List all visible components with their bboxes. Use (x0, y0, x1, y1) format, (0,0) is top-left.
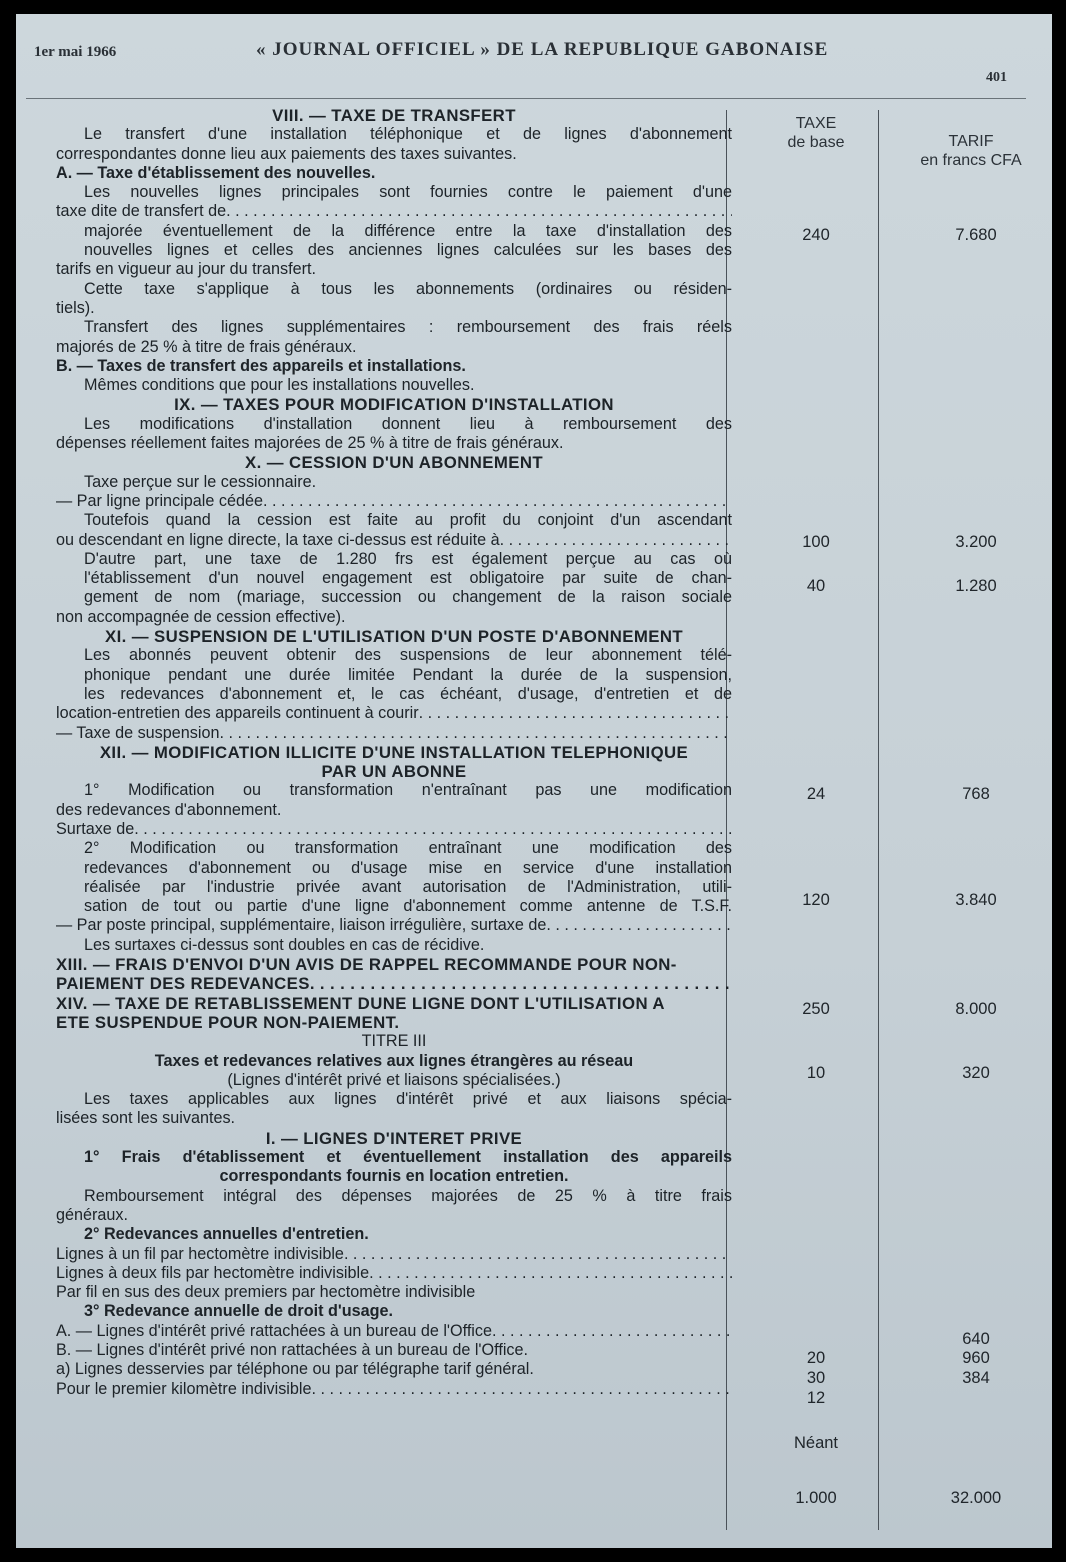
tarif-value: 3.840 (955, 891, 997, 909)
tarif-value: 3.200 (955, 533, 997, 551)
text-line: tarifs en vigueur au jour du transfert. (56, 260, 317, 279)
text-line: 2° Redevances annuelles d'entretien. (84, 1225, 369, 1244)
leader-dots (492, 1322, 732, 1341)
column-header-taxe-base-line1: TAXE (795, 115, 837, 132)
leader-dots (263, 492, 732, 511)
taxe-base-value: 30 (806, 1369, 826, 1387)
text-line: I. — LIGNES D'INTERET PRIVE (265, 1128, 523, 1148)
text-line: correspondantes donne lieu aux paiements des taxes suivantes. (56, 144, 517, 163)
text-line: Les taxes applicables aux lignes d'intérêt privé et aux liaisons spécia- (84, 1090, 732, 1109)
text-line: Les modifications d'installation donnent lieu à remboursement des (84, 414, 732, 433)
text-line-content: location-entretien des appareils continuent à courir (56, 704, 419, 723)
text-line: Les surtaxes ci-dessus sont doubles en cas de récidive. (84, 935, 485, 954)
text-line (56, 820, 732, 839)
text-line-content: taxe dite de transfert de (56, 202, 227, 221)
tarif-value: 7.680 (955, 226, 997, 244)
leader-dots (419, 704, 732, 723)
taxe-base-value: 24 (806, 785, 826, 803)
taxe-base-value: 1.000 (795, 1489, 837, 1507)
text-line: XI. — SUSPENSION DE L'UTILISATION D'UN POSTE D'ABONNEMENT (104, 627, 684, 647)
text-line: des redevances d'abonnement. (56, 800, 282, 819)
text-line: XII. — MODIFICATION ILLICITE D'UNE INSTALLATION TELEPHONIQUE (99, 742, 689, 762)
text-line: B. — Lignes d'intérêt privé non rattachées à un bureau de l'Office. (56, 1341, 529, 1359)
header-rule (26, 98, 1026, 99)
text-line (56, 1245, 732, 1264)
text-line: XIII. — FRAIS D'ENVOI D'UN AVIS DE RAPPEL RECOMMANDE POUR NON- (56, 955, 677, 975)
text-line (56, 724, 732, 743)
text-line: XIV. — TAXE DE RETABLISSEMENT DUNE LIGNE DONT L'UTILISATION A (56, 993, 665, 1013)
text-line: IX. — TAXES POUR MODIFICATION D'INSTALLATION (174, 395, 614, 415)
text-line: A. — Taxe d'établissement des nouvelles. (56, 163, 376, 182)
taxe-base-value: 250 (802, 1000, 830, 1018)
text-line: a) Lignes desservies par téléphone ou par télégraphe tarif général. (56, 1360, 534, 1379)
text-line: gement de nom (mariage, succession ou changement de la raison sociale (84, 588, 732, 607)
text-line-content: — Taxe de suspension (56, 723, 220, 742)
text-line-content: Surtaxe de (56, 819, 135, 838)
text-line: redevances d'abonnement ou d'usage mise en service d'une installation (84, 858, 732, 877)
text-line (56, 1380, 732, 1399)
text-line: (Lignes d'intérêt privé et liaisons spécialisées.) (227, 1070, 561, 1089)
text-line: Cette taxe s'applique à tous les abonnements (ordinaires ou résiden- (84, 279, 732, 298)
column-header-tarif-line2: en francs CFA (920, 152, 1022, 169)
text-line: réalisée par l'industrie privée avant autorisation de l'Administration, utili- (84, 877, 732, 896)
document-body (56, 106, 732, 1399)
taxe-base-value: 10 (806, 1064, 826, 1082)
text-line (56, 1264, 732, 1283)
leader-dots (500, 531, 732, 550)
taxe-base-value: Néant (793, 1434, 839, 1452)
taxe-base-value: 40 (806, 577, 826, 595)
text-line (56, 492, 732, 511)
text-line: correspondants fournis en location entretien. (219, 1167, 569, 1186)
text-line: majorés de 25 % à titre de frais généraux. (56, 337, 357, 356)
header-date: 1er mai 1966 (34, 44, 117, 60)
leader-dots (312, 1380, 733, 1399)
text-line: 1° Frais d'établissement et éventuellement installation des appareils (84, 1148, 732, 1167)
text-line (56, 531, 732, 550)
text-line: Remboursement intégral des dépenses majorées de 25 % à titre frais (84, 1186, 732, 1205)
tarif-value: 384 (962, 1369, 990, 1387)
tarif-value: 320 (962, 1064, 990, 1082)
document-page (16, 14, 1052, 1548)
text-line: Taxes et redevances relatives aux lignes étrangères au réseau (154, 1051, 634, 1070)
text-line (56, 1322, 732, 1341)
text-line: ETE SUSPENDUE POUR NON-PAIEMENT. (56, 1012, 400, 1032)
leader-dots (546, 916, 732, 935)
column-header-taxe-base (746, 114, 886, 152)
leader-dots (226, 202, 732, 221)
text-line: lisées sont les suivantes. (56, 1109, 236, 1128)
journal-title: « JOURNAL OFFICIEL » DE LA REPUBLIQUE GABONAISE (256, 39, 829, 60)
column-header-tarif-line1: TARIF (948, 133, 994, 150)
leader-dots (310, 974, 732, 993)
tarif-value: 8.000 (955, 1000, 997, 1018)
leader-dots (369, 1264, 732, 1283)
tarif-value: 960 (962, 1349, 990, 1367)
leader-dots (219, 724, 732, 743)
text-line: TITRE III (361, 1032, 427, 1051)
text-line: PAR UN ABONNE (321, 762, 467, 782)
text-line: phonique pendant une durée limitée Pendant la durée de la suspension, (84, 665, 732, 684)
text-line: Les nouvelles lignes principales sont fournies contre le paiement d'une (84, 183, 732, 202)
text-line: VIII. — TAXE DE TRANSFERT (272, 106, 516, 125)
text-line: Transfert des lignes supplémentaires : remboursement des frais réels (84, 318, 732, 337)
text-line-content: ou descendant en ligne directe, la taxe ci-dessus est réduite à (56, 530, 500, 549)
taxe-base-value: 120 (802, 891, 830, 909)
tarif-value: 640 (962, 1330, 990, 1348)
text-line: dépenses réellement faites majorées de 25 % à titre de frais généraux. (56, 434, 564, 453)
text-line: X. — CESSION D'UN ABONNEMENT (244, 453, 543, 473)
tarif-value: 1.280 (955, 577, 997, 595)
text-line (56, 974, 732, 993)
taxe-base-value: 100 (802, 533, 830, 551)
text-line: tiels). (56, 298, 95, 317)
text-line: Le transfert d'une installation téléphonique et de lignes d'abonnement (84, 125, 732, 144)
text-line-content: — Par ligne principale cédée (56, 491, 263, 510)
text-line-content: Lignes à deux fils par hectomètre indivisible (56, 1263, 370, 1282)
text-line: D'autre part, une taxe de 1.280 frs est également perçue au cas où (84, 549, 732, 568)
text-line: les redevances d'abonnement et, le cas échéant, d'usage, d'entretien et de (84, 684, 732, 703)
taxe-base-value: 20 (806, 1349, 826, 1367)
text-line: l'établissement d'un nouvel engagement est obligatoire par suite de chan- (84, 569, 732, 588)
column-header-taxe-base-line2: de base (787, 134, 845, 151)
text-line: Mêmes conditions que pour les installations nouvelles. (84, 376, 475, 395)
text-line: nouvelles lignes et celles des anciennes lignes calculées sur les bases des (84, 241, 732, 260)
text-line-content: A. — Lignes d'intérêt privé rattachées à un bureau de l'Office (56, 1321, 493, 1340)
text-line (56, 704, 732, 723)
leader-dots (134, 820, 732, 839)
page-number: 401 (986, 70, 1007, 85)
tarif-value: 768 (962, 785, 990, 803)
text-line: non accompagnée de cession effective). (56, 607, 346, 626)
column-divider-values (878, 110, 879, 1530)
text-line: B. — Taxes de transfert des appareils et installations. (56, 356, 466, 375)
text-line: Taxe perçue sur le cessionnaire. (84, 472, 317, 491)
text-line: 3° Redevance annuelle de droit d'usage. (84, 1302, 393, 1321)
text-line: Les abonnés peuvent obtenir des suspensions de leur abonnement télé- (84, 646, 732, 665)
tarif-value: 32.000 (950, 1489, 1002, 1507)
text-line: 2° Modification ou transformation entraînant une modification des (84, 839, 732, 858)
text-line: Par fil en sus des deux premiers par hectomètre indivisible (56, 1283, 476, 1302)
taxe-base-value: 240 (802, 226, 830, 244)
text-line: 1° Modification ou transformation n'entraînant pas une modification (84, 781, 732, 800)
leader-dots (344, 1245, 732, 1264)
text-line: Toutefois quand la cession est faite au profit du conjoint d'un ascendant (84, 511, 732, 530)
text-line-content: — Par poste principal, supplémentaire, liaison irrégulière, surtaxe de (56, 916, 547, 935)
text-line: majorée éventuellement de la différence entre la taxe d'installation des (84, 221, 732, 240)
column-header-tarif (896, 132, 1046, 170)
text-line: sation de tout ou partie d'une ligne d'abonnement comme antenne de T.S.F. (84, 897, 732, 916)
text-line (56, 202, 732, 221)
text-line-content: PAIEMENT DES REDEVANCES (56, 974, 310, 994)
text-line-content: Pour le premier kilomètre indivisible (56, 1379, 312, 1398)
text-line-content: Lignes à un fil par hectomètre indivisible (56, 1244, 344, 1263)
text-line: généraux. (56, 1205, 128, 1224)
text-line (56, 916, 732, 935)
taxe-base-value: 12 (806, 1389, 826, 1407)
